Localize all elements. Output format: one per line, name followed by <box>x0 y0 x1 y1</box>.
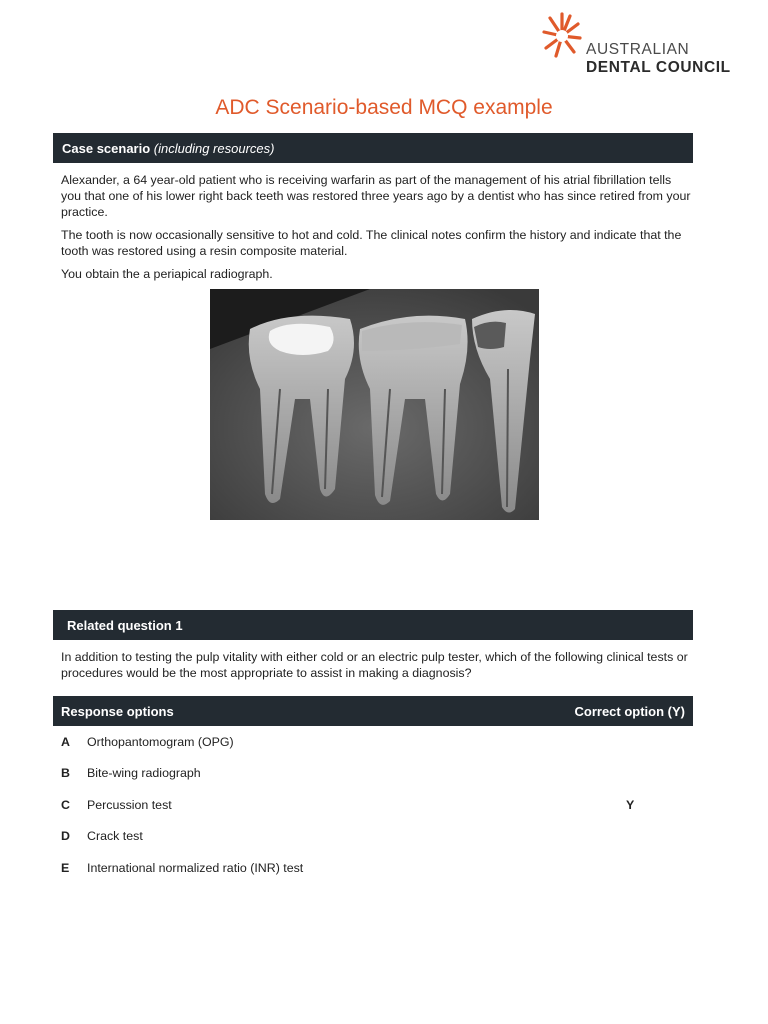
logo-line-1: AUSTRALIAN <box>586 41 690 58</box>
response-options-header <box>53 696 693 726</box>
related-question-label: Related question 1 <box>67 618 183 633</box>
option-text: Percussion test <box>87 798 172 812</box>
adc-logo <box>538 8 743 76</box>
case-paragraph-1: Alexander, a 64 year-old patient who is receiving warfarin as part of the management of his atrial fibrillation tells you that one of his lower right back teeth was restored three years ago by a dentist who has since retired from your practice. <box>61 173 691 219</box>
page-title: ADC Scenario-based MCQ example <box>215 96 553 119</box>
periapical-radiograph <box>210 289 539 520</box>
correct-option-label: Correct option (Y) <box>574 704 685 719</box>
option-text: Bite-wing radiograph <box>87 766 201 780</box>
option-letter: B <box>61 766 70 780</box>
option-letter: A <box>61 735 70 749</box>
case-paragraph-3: You obtain the a periapical radiograph. <box>61 267 273 281</box>
option-text: Orthopantomogram (OPG) <box>87 735 234 749</box>
option-text: Crack test <box>87 829 143 843</box>
case-scenario-label: Case scenario <box>62 141 151 156</box>
case-paragraph-2: The tooth is now occasionally sensitive to hot and cold. The clinical notes confirm the history and indicate that the tooth was restored using a resin composite material. <box>61 228 682 258</box>
related-question-header <box>53 610 693 640</box>
option-text: International normalized ratio (INR) test <box>87 861 304 875</box>
logo-line-2: DENTAL COUNCIL <box>586 58 731 76</box>
response-options-label: Response options <box>61 704 174 719</box>
option-letter: C <box>61 798 70 812</box>
correct-mark: Y <box>626 798 635 812</box>
starburst-logo-icon <box>540 8 584 64</box>
option-letter: E <box>61 861 70 875</box>
question-text: In addition to testing the pulp vitality with either cold or an electric pulp tester, which of the following clinical tests or procedures would be the most appropriate to assist in making a diagnosis? <box>61 650 688 680</box>
case-scenario-suffix: (including resources) <box>153 141 275 156</box>
case-scenario-header <box>53 133 693 163</box>
option-letter: D <box>61 829 70 843</box>
